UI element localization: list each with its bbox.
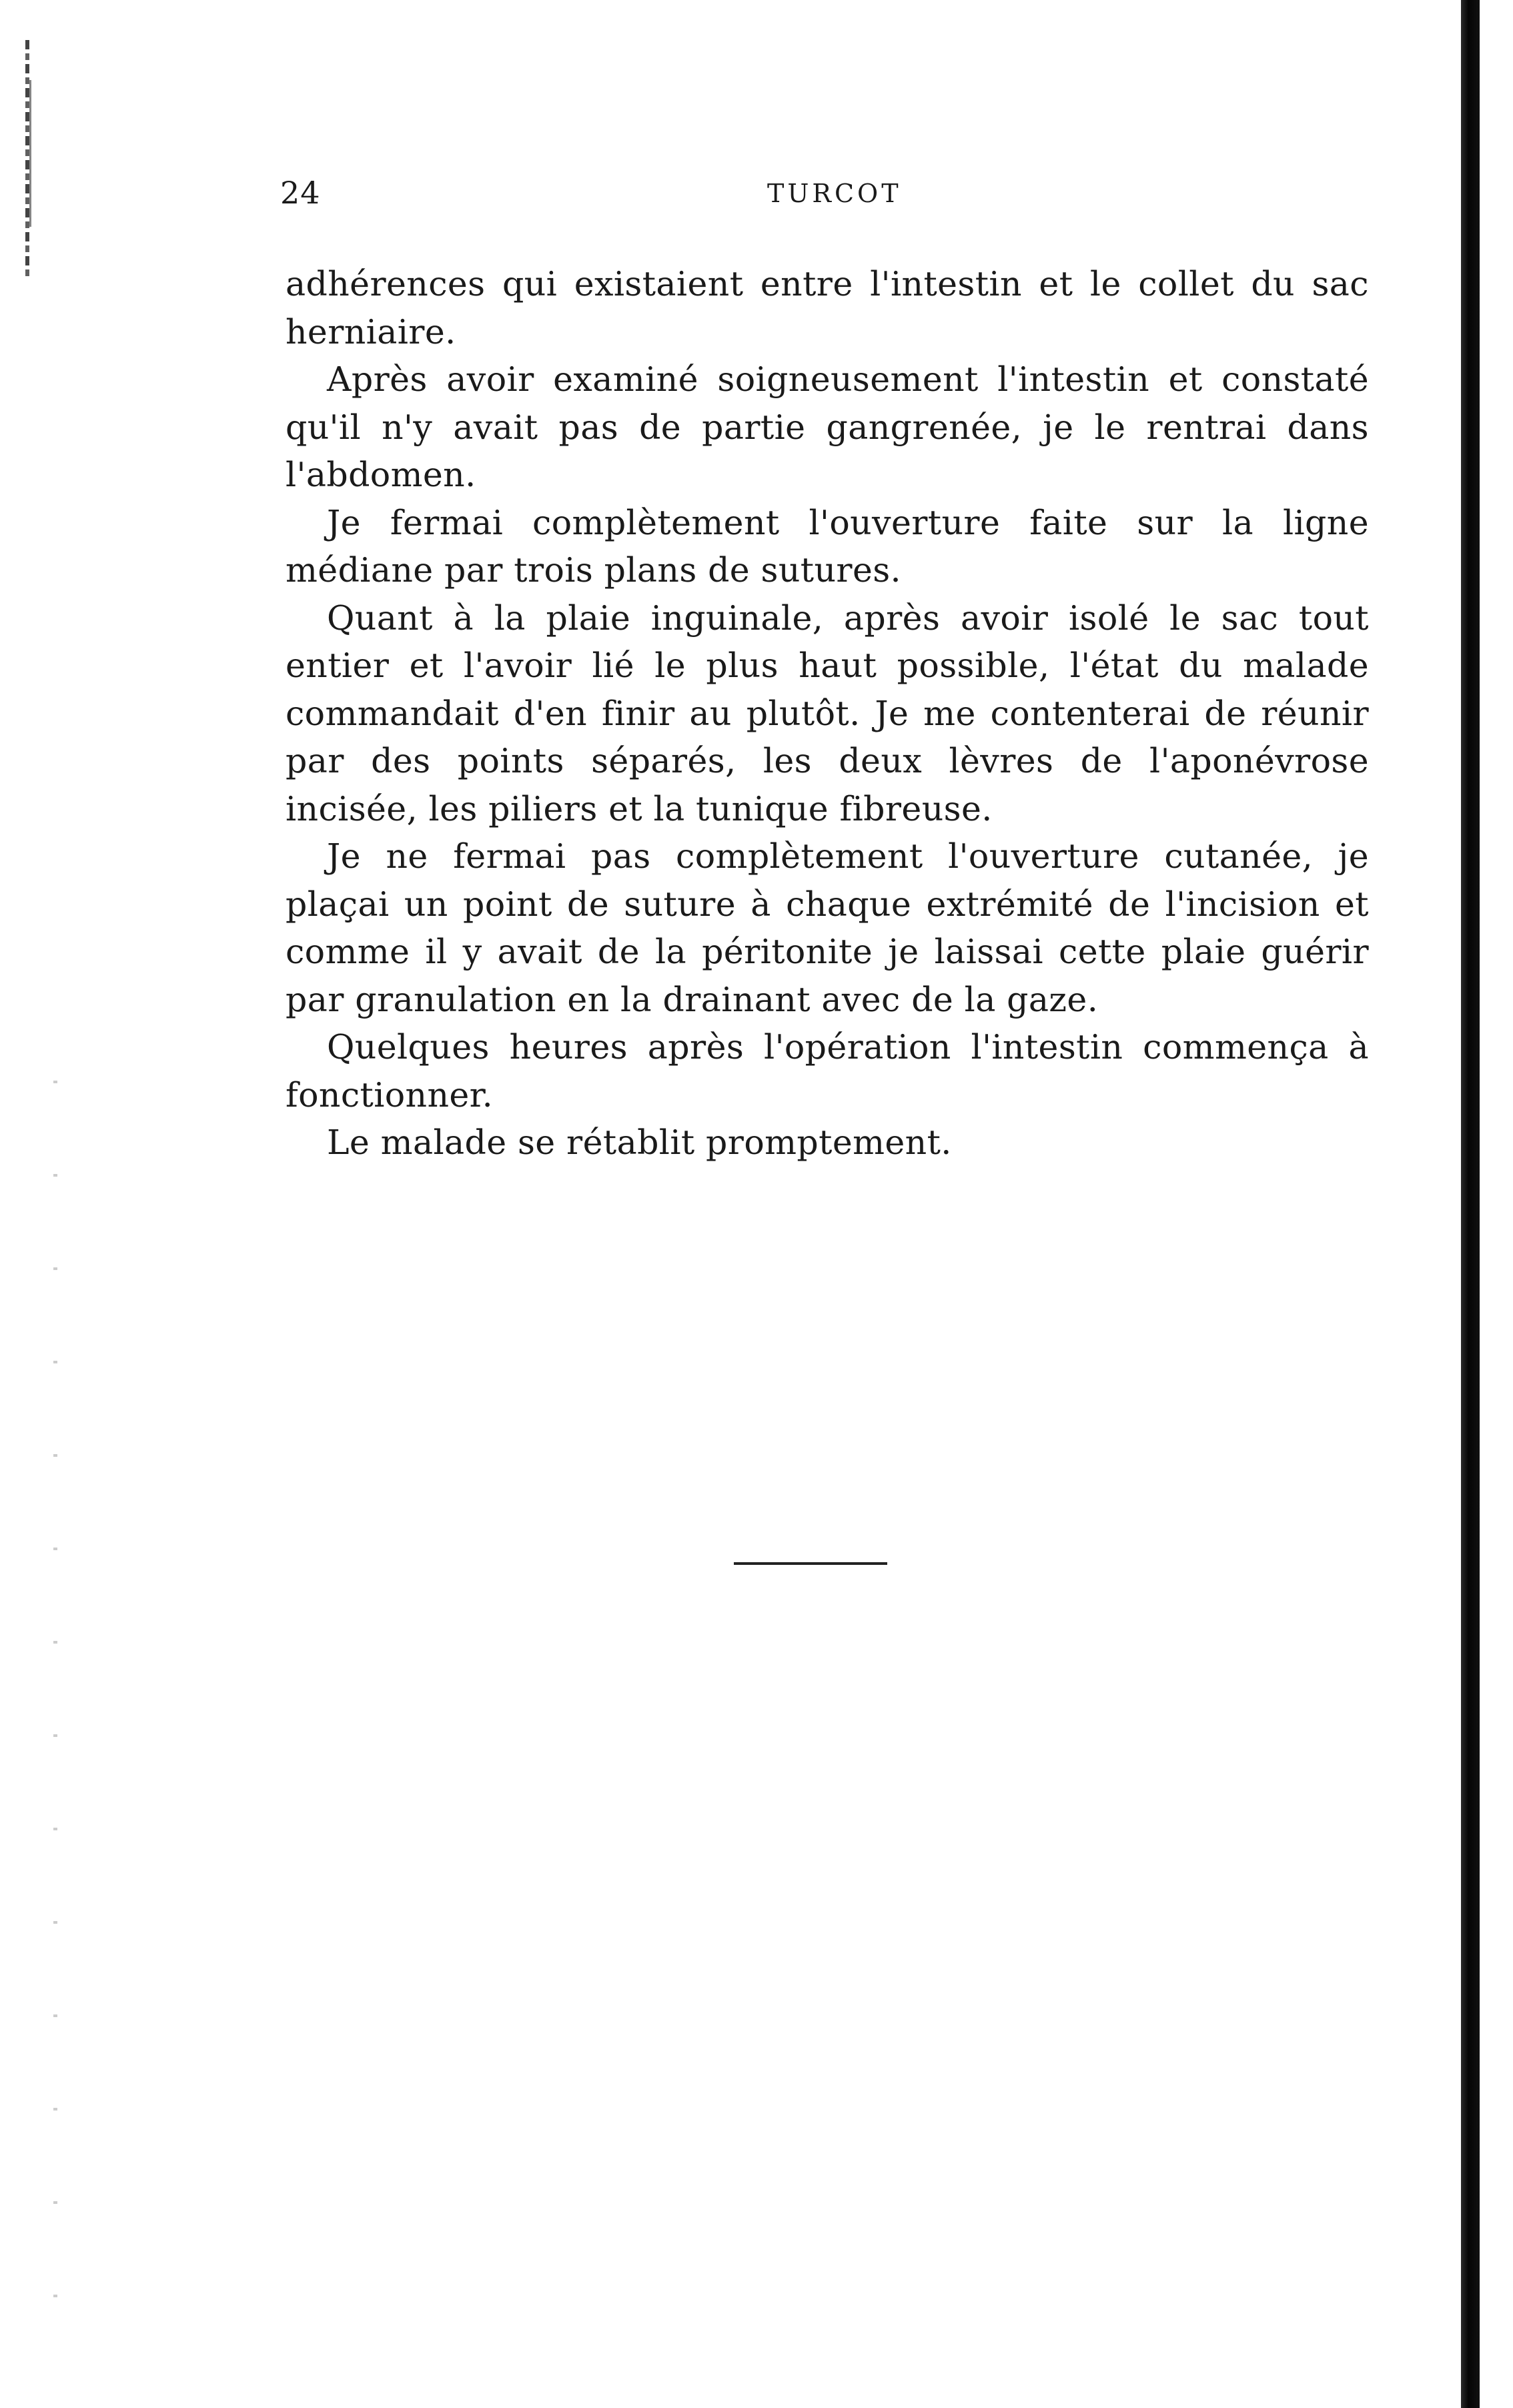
page-binding-shadow [1461, 0, 1480, 2408]
body-text [286, 260, 1369, 1167]
page-header [0, 175, 1513, 221]
paragraph: Quant à la plaie inguinale, après avoir isolé le sac tout entier et l'avoir lié le plus haut possible, l'état du malade commandait d'en finir au plutôt. Je me contenterai de réunir par des points séparés, les deux lèvres de l'aponévrose incisée, les piliers et la tunique fibreuse. [286, 598, 1369, 828]
paragraph: Je ne fermai pas complètement l'ouverture cutanée, je plaçai un point de suture à chaque extrémité de l'incision et comme il y avait de la péritonite je laissai cette plaie guérir par granulation en la drainant avec de la gaze. [286, 836, 1369, 1019]
paragraph: adhérences qui existaient entre l'intestin et le collet du sac herniaire. [286, 264, 1369, 352]
paragraph: Je fermai complètement l'ouverture faite sur la ligne médiane par trois plans de sutures. [286, 502, 1369, 590]
page-outer-margin [1480, 0, 1513, 2408]
paragraph: Après avoir examiné soigneusement l'intestin et constaté qu'il n'y avait pas de partie gangrenée, je le rentrai dans l'abdomen. [286, 360, 1369, 494]
paragraph: Le malade se rétablit promptement. [327, 1123, 952, 1162]
paragraph: Quelques heures après l'opération l'intestin commença à fonctionner. [286, 1027, 1369, 1115]
scan-specks [53, 1041, 57, 2308]
page-number: 24 [280, 175, 321, 211]
section-end-rule [734, 1562, 887, 1565]
running-title: TURCOT [767, 179, 902, 208]
